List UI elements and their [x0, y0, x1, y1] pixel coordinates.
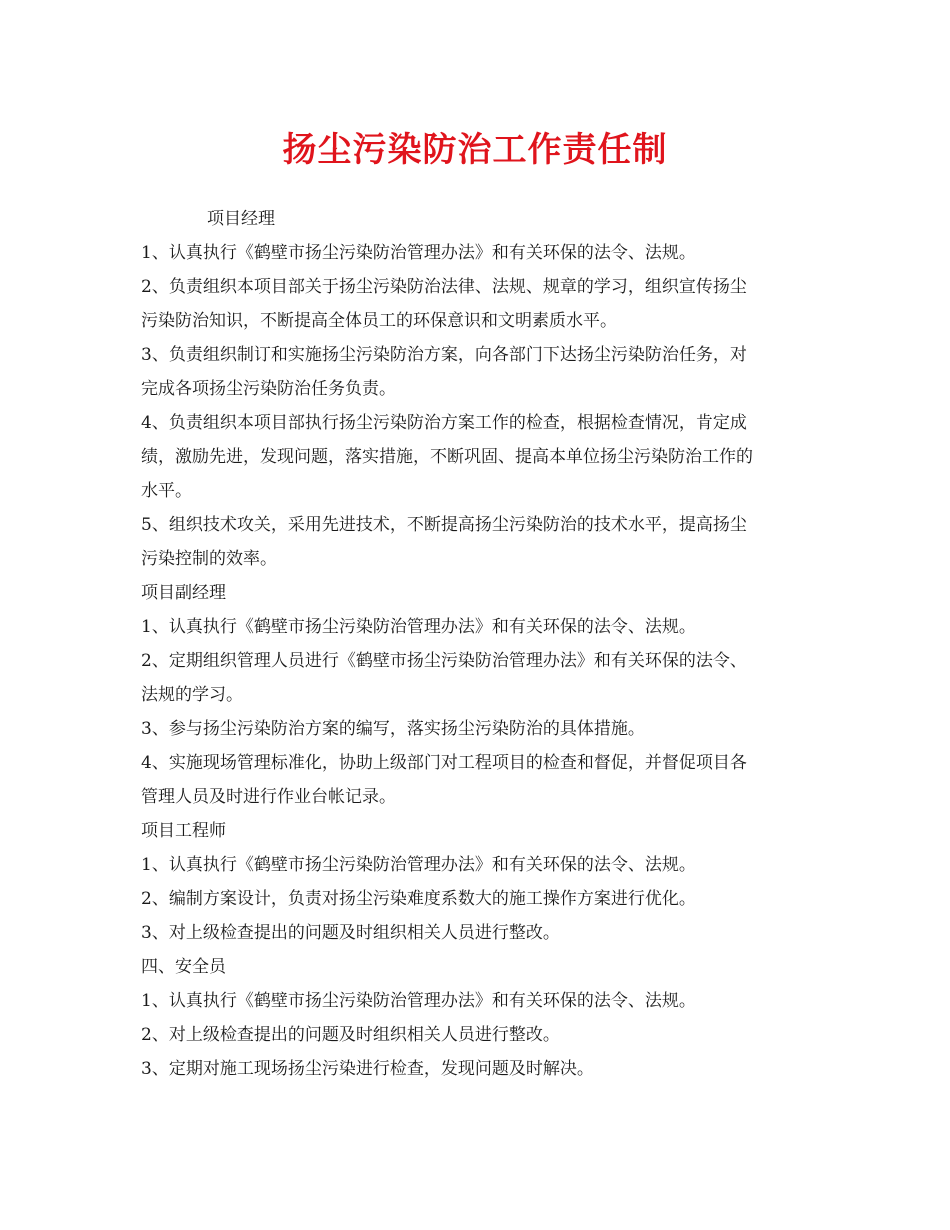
body-line: 3、定期对施工现场扬尘污染进行检查，发现问题及时解决。: [141, 1059, 594, 1079]
body-line: 2、对上级检查提出的问题及时组织相关人员进行整改。: [141, 1025, 560, 1045]
body-line: 2、定期组织管理人员进行《鹤壁市扬尘污染防治管理办法》和有关环保的法令、: [141, 651, 747, 671]
body-line: 1、认真执行《鹤壁市扬尘污染防治管理办法》和有关环保的法令、法规。: [141, 855, 696, 875]
body-line: 完成各项扬尘污染防治任务负责。: [141, 379, 396, 399]
body-line: 5、组织技术攻关，采用先进技术，不断提高扬尘污染防治的技术水平，提高扬尘: [141, 515, 747, 535]
body-line: 2、负责组织本项目部关于扬尘污染防治法律、法规、规章的学习，组织宣传扬尘: [141, 277, 747, 297]
document-title: 扬尘污染防治工作责任制: [282, 130, 668, 170]
body-line: 4、实施现场管理标准化，协助上级部门对工程项目的检查和督促，并督促项目各: [141, 753, 747, 773]
body-line: 污染防治知识，不断提高全体员工的环保意识和文明素质水平。: [141, 311, 617, 331]
body-line: 法规的学习。: [141, 685, 243, 705]
section-heading-project-engineer: 项目工程师: [141, 821, 226, 841]
body-line: 4、负责组织本项目部执行扬尘污染防治方案工作的检查，根据检查情况，肯定成: [141, 413, 747, 433]
section-heading-project-manager: 项目经理: [207, 209, 275, 229]
body-line: 3、对上级检查提出的问题及时组织相关人员进行整改。: [141, 923, 560, 943]
body-line: 水平。: [141, 481, 192, 501]
section-heading-safety-officer: 四、安全员: [141, 957, 226, 977]
document-body: [141, 202, 817, 1086]
body-line: 管理人员及时进行作业台帐记录。: [141, 787, 396, 807]
body-line: 污染控制的效率。: [141, 549, 277, 569]
body-line: 3、负责组织制订和实施扬尘污染防治方案，向各部门下达扬尘污染防治任务，对: [141, 345, 747, 365]
body-line: 2、编制方案设计，负责对扬尘污染难度系数大的施工操作方案进行优化。: [141, 889, 696, 909]
body-line: 绩，激励先进，发现问题，落实措施，不断巩固、提高本单位扬尘污染防治工作的: [141, 447, 753, 467]
body-line: 3、参与扬尘污染防治方案的编写，落实扬尘污染防治的具体措施。: [141, 719, 645, 739]
body-line: 1、认真执行《鹤壁市扬尘污染防治管理办法》和有关环保的法令、法规。: [141, 617, 696, 637]
section-heading-deputy-manager: 项目副经理: [141, 583, 226, 603]
body-line: 1、认真执行《鹤壁市扬尘污染防治管理办法》和有关环保的法令、法规。: [141, 243, 696, 263]
body-line: 1、认真执行《鹤壁市扬尘污染防治管理办法》和有关环保的法令、法规。: [141, 991, 696, 1011]
